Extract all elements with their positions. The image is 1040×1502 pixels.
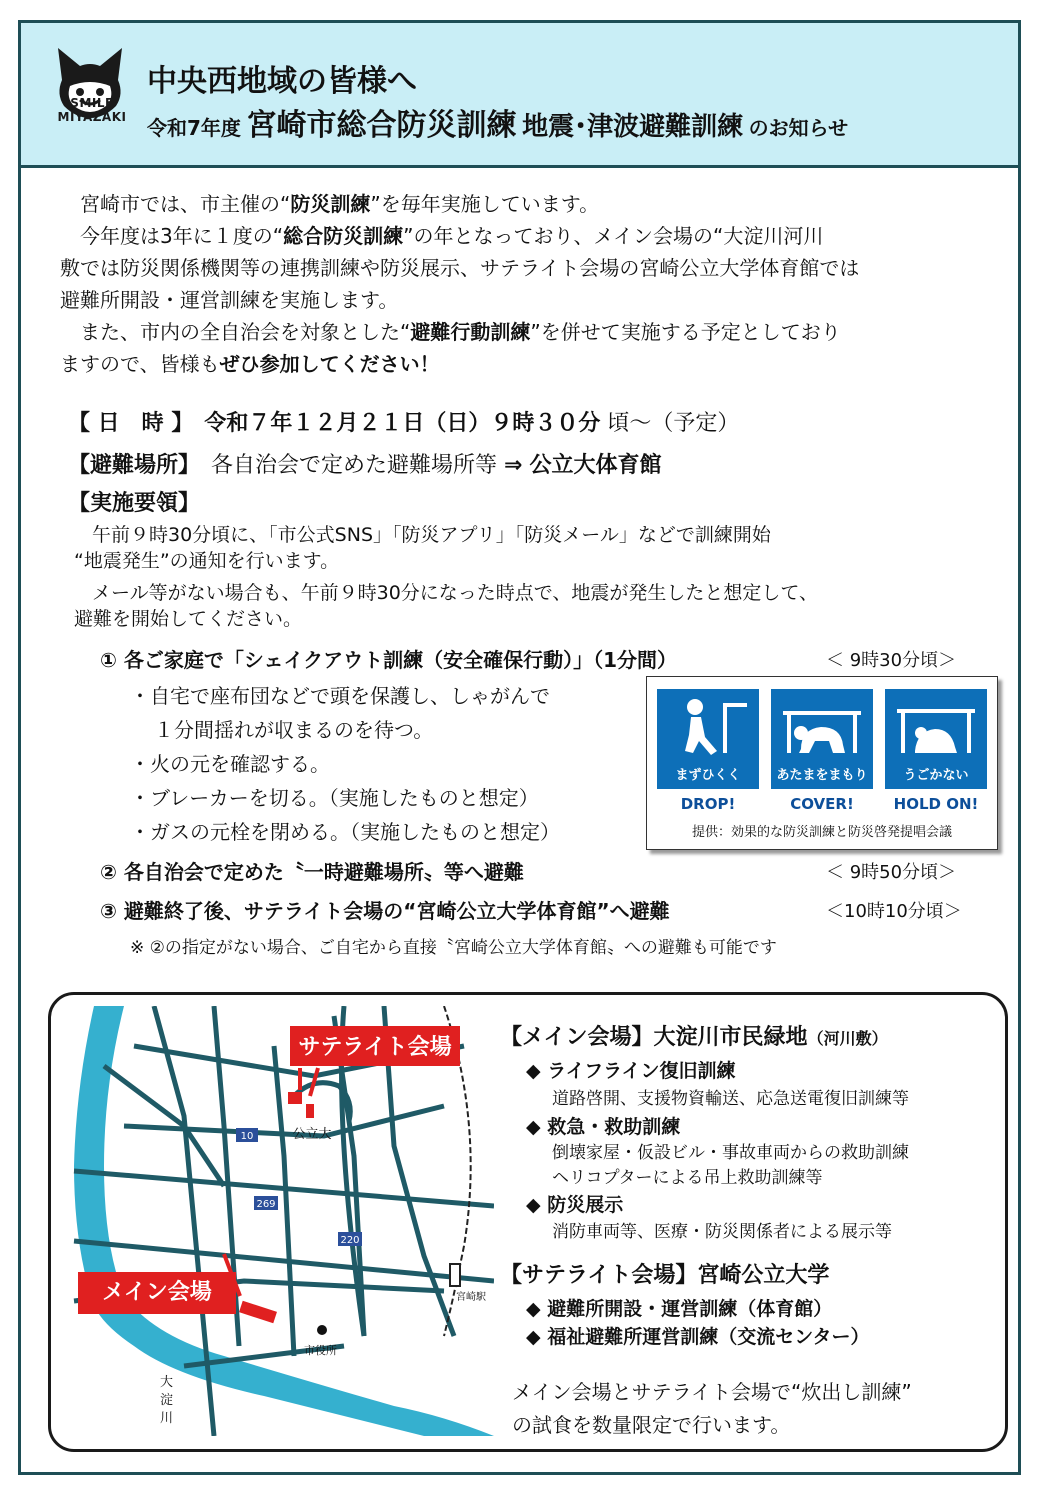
drop-figure-icon [657, 689, 759, 767]
step-3-time: ＜10時10分頃＞ [826, 901, 962, 922]
main-item-lifeline: ◆ ライフライン復旧訓練 [526, 1060, 736, 1082]
drop-label: DROP! [680, 795, 736, 813]
header-subtitle: 令和7年度 宮崎市総合防災訓練 地震･津波避難訓練 のお知らせ [147, 108, 849, 143]
shakeout-credit: 提供：効果的な防災訓練と防災啓発提唱会議 [691, 825, 952, 840]
river-label-3: 川 [160, 1411, 174, 1426]
step-2: ② 各自治会で定めた〝一時避難場所〟等へ避難 [100, 860, 524, 884]
city-hall-label: 市役所 [304, 1344, 337, 1357]
date-row: 【 日 時 】 令和７年１２月２１日（日）９時３０分 頃～（予定） [68, 411, 740, 436]
logo-text: SMILE MIYAZAKI [57, 96, 127, 124]
hold-on-label: HOLD ON! [893, 795, 979, 813]
shakeout-illustration [646, 676, 998, 850]
main-item-rescue: ◆ 救急・救助訓練 [526, 1116, 681, 1138]
main-venue-heading: 【メイン会場】大淀川市民緑地（河川敷） [500, 1025, 888, 1050]
step-1-bullet-2: ・火の元を確認する。 [130, 752, 330, 776]
method-label: 【実施要領】 [68, 491, 201, 516]
method-text-1: 午前９時30分頃に、「市公式SNS」「防災アプリ」「防災メール」などで訓練開始 [92, 524, 771, 546]
step-1-bullet-1: ・自宅で座布団などで頭を保護し、しゃがんで [130, 684, 550, 708]
intro-paragraph: 宮崎市では、市主催の“防災訓練”を毎年実施しています。 今年度は3年に１度の“総合防災訓練”の年となっており、メイン会場の“大淀川河川 敷では防災関係機関等の連携訓練や防災展示、サテライト会場の宮崎公立大学体育館では 避難所開設・運営訓練を実施します。 また、市内の全自治会を対象とした“避難行動訓練”を併せて実施する予定としており ますので、皆様もぜひ参加してください！ [60, 192, 860, 376]
main-item-exhibit: ◆ 防災展示 [526, 1194, 624, 1216]
main-desc-lifeline: 道路啓開、支援物資輸送、応急送電復旧訓練等 [552, 1089, 909, 1109]
hold-figure-icon [885, 689, 987, 767]
station-label: 宮崎駅 [456, 1292, 486, 1303]
step-1-bullet-1b: １分間揺れが収まるのを待つ。 [154, 718, 434, 742]
step-note: ※ ②の指定がない場合、ご自宅から直接〝宮崎公立大学体育館〟への避難も可能です [130, 938, 777, 958]
river-label-2: 淀 [160, 1393, 174, 1408]
river-label-1: 大 [160, 1375, 174, 1390]
step-1-time: ＜ 9時30分頃＞ [826, 650, 957, 671]
satellite-map-label: サテライト会場 [298, 1035, 452, 1060]
step-3: ③ 避難終了後、サテライト会場の“宮崎公立大学体育館”へ避難 [100, 899, 670, 923]
route-269-label: 269 [256, 1199, 276, 1210]
step-1: ① 各ご家庭で「シェイクアウト訓練（安全確保行動）」（1分間） [100, 648, 678, 672]
step-1-bullet-3: ・ブレーカーを切る。（実施したものと想定） [130, 786, 539, 810]
cover-label: COVER! [790, 795, 854, 813]
area-map [64, 1006, 494, 1436]
place-row: 【避難場所】 各自治会で定めた避難場所等 ⇒ 公立大体育館 [68, 453, 662, 478]
route-220-label: 220 [340, 1235, 360, 1246]
step-2-time: ＜ 9時50分頃＞ [826, 862, 957, 883]
closing-note: メイン会場とサテライト会場で“炊出し訓練” の試食を数量限定で行います。 [512, 1380, 912, 1437]
route-10-label: 10 [240, 1131, 254, 1142]
shakeout-panel-drop: まずひくく [657, 689, 759, 789]
main-desc-rescue-2: ヘリコプターによる吊上救助訓練等 [552, 1168, 823, 1188]
university-label: 公立大 [292, 1127, 332, 1142]
method-text-4: 避難を開始してください。 [74, 608, 303, 630]
satellite-item-shelter: ◆ 避難所開設・運営訓練（体育館） [526, 1298, 833, 1320]
satellite-venue-heading: 【サテライト会場】宮崎公立大学 [500, 1263, 830, 1288]
cover-figure-icon [771, 689, 873, 767]
header-title: 中央西地域の皆様へ [147, 64, 417, 99]
main-desc-rescue-1: 倒壊家屋・仮設ビル・事故車両からの救助訓練 [552, 1143, 909, 1163]
method-text-3: メール等がない場合も、午前９時30分になった時点で、地震が発生したと想定して、 [92, 582, 819, 604]
method-text-2: “地震発生”の通知を行います。 [74, 550, 340, 572]
main-desc-exhibit: 消防車両等、医療・防災関係者による展示等 [552, 1222, 892, 1242]
step-1-bullet-4: ・ガスの元栓を閉める。（実施したものと想定） [130, 820, 560, 844]
shakeout-panel-cover: あたまをまもり [771, 689, 873, 789]
main-venue-map-tag: メイン会場 [78, 1272, 236, 1314]
smile-miyazaki-logo-icon [40, 40, 140, 140]
shakeout-panel-hold: うごかない [885, 689, 987, 789]
satellite-item-welfare: ◆ 福祉避難所運営訓練（交流センター） [526, 1326, 870, 1348]
